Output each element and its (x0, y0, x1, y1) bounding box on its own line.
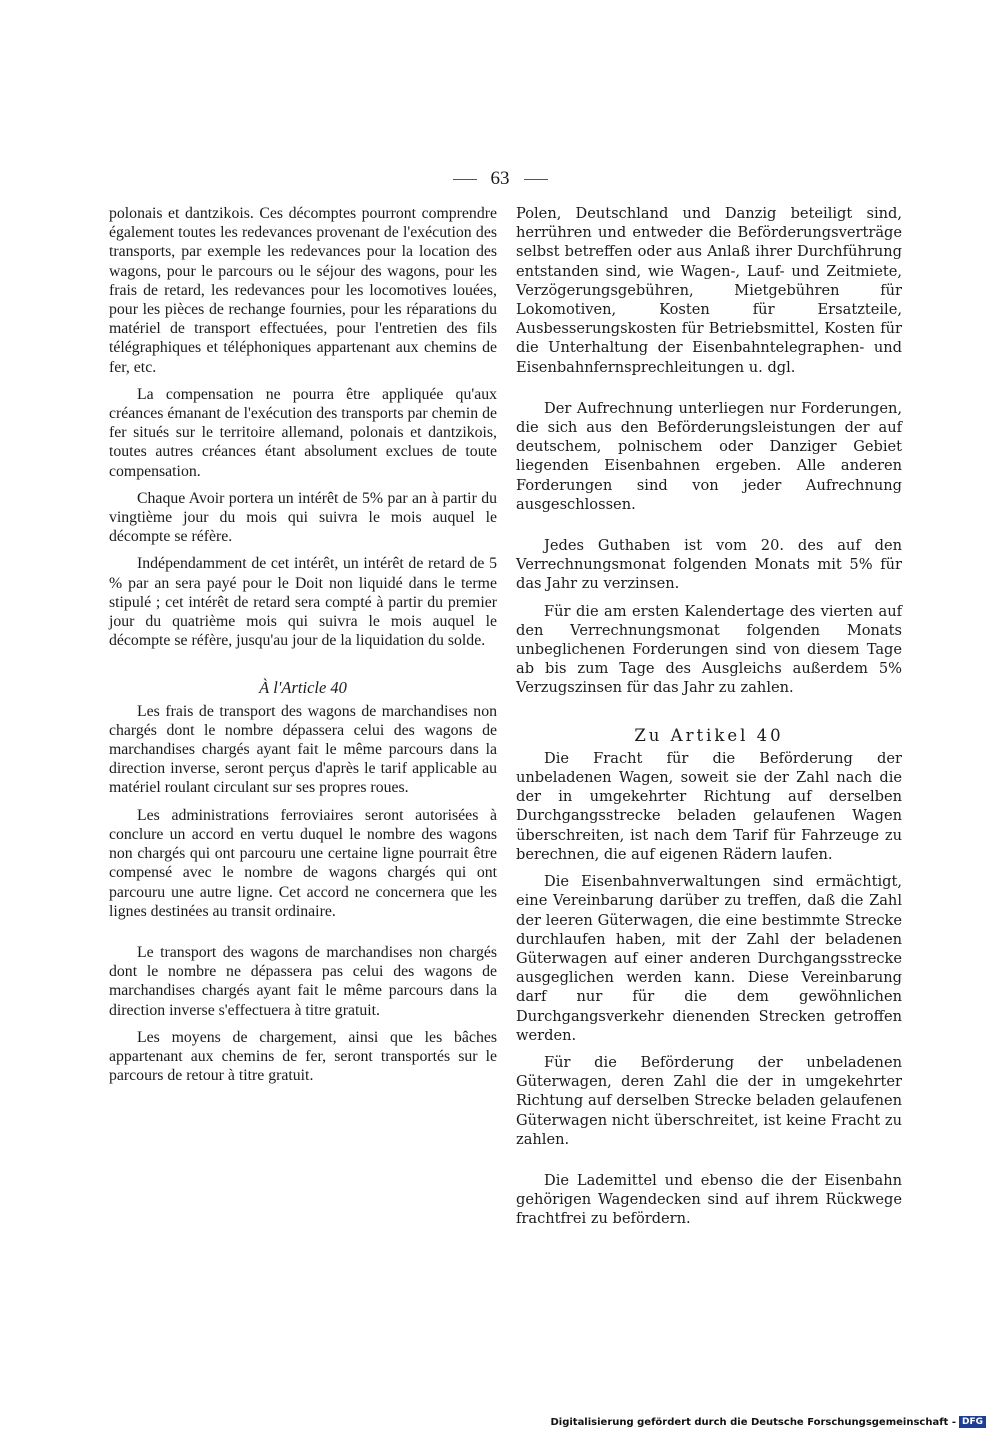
de-paragraph-4: Für die am ersten Kalendertage des vierten auf den Verrechnungsmonat folgenden Monats unbeglichenen Forderungen sind von diesem Tage ab bis zum Tage des Ausgleichs außerdem 5% Verzugszinsen für das Jahr zu zahlen. (516, 602, 902, 697)
fr-article-paragraph-4: Les moyens de chargement, ainsi que les bâches appartenant aux chemins de fer, seront transportés sur le parcours de retour à titre gratuit. (109, 1028, 497, 1085)
dash-left (453, 179, 477, 180)
french-column (109, 204, 497, 1085)
de-article-heading: Zu Artikel 40 (634, 725, 784, 745)
de-paragraph-1: Polen, Deutschland und Danzig beteiligt sind, herrühren und entweder die Beförderungsverträge selbst betreffen oder aus Anlaß ihrer Durchführung entstanden sind, wie Wagen-, Lauf- und Zeitmiete, Verzögerungsgebühren, Mietgebühren für Lokomotiven, Kosten für Ersatzteile, Ausbesserungskosten für Betriebsmittel, Kosten für die Unterhaltung der Eisenbahntelegraphen- und Eisenbahnfernsprechleitungen u. dgl. (516, 205, 902, 376)
fr-article-paragraph-2: Les administrations ferroviaires seront autorisées à conclure un accord en vertu duquel le nombre des wagons non chargés qui ont parcouru une certaine ligne pourrait être compensé avec le nombre de wagons chargés qui ont parcouru une autre ligne. Cet accord ne concernera que les lignes destinées au transit ordinaire. (109, 806, 497, 920)
de-article-paragraph-3: Für die Beförderung der unbeladenen Güterwagen, deren Zahl die der in umgekehrter Richtung auf derselben Strecke beladen gelaufenen Güterwagen nicht überschreitet, ist keine Fracht zu zahlen. (516, 1053, 902, 1148)
dfg-logo: DFG (959, 1416, 986, 1428)
de-paragraph-3: Jedes Guthaben ist vom 20. des auf den Verrechnungsmonat folgenden Monats mit 5% für das Jahr zu verzinsen. (516, 537, 902, 593)
de-article-paragraph-2: Die Eisenbahnverwaltungen sind ermächtigt, eine Vereinbarung darüber zu treffen, daß die Zahl der leeren Güterwagen, die eine bestimmte Strecke durchlaufen haben, mit der Zahl der beladenen Güterwagen auf einer anderen Durchgangsstrecke ausgeglichen werden kann. Diese Vereinbarung darf nur für die dem gewöhnlichen Durchgangsverkehr dienenden Strecken getroffen werden. (516, 873, 902, 1044)
footer-text: Digitalisierung gefördert durch die Deutsche Forschungsgemeinschaft - (550, 1416, 956, 1428)
page-number-text: 63 (490, 168, 510, 189)
de-paragraph-2: Der Aufrechnung unterliegen nur Forderungen, die sich aus den Beförderungsleistungen der auf deutschem, polnischem oder Danziger Gebiet liegenden Eisenbahnen ergeben. Alle anderen Forderungen sind von jeder Aufrechnung ausgeschlossen. (516, 399, 902, 513)
page-number (0, 168, 1000, 190)
dash-right (524, 179, 548, 180)
fr-paragraph-4: Indépendamment de cet intérêt, un intérêt de retard de 5 % par an sera payé pour le Doit non liquidé dans le terme stipulé ; cet intérêt de retard sera compté à partir du premier jour du quatrième mois qui suivra le mois auquel le décompte se réfère, jusqu'au jour de la liquidation du solde. (109, 555, 497, 650)
fr-article-heading: À l'Article 40 (259, 678, 347, 698)
fr-article-paragraph-3: Le transport des wagons de marchandises non chargés dont le nombre ne dépassera pas celui des wagons de marchandises chargés ayant fait le même parcours dans la direction inverse s'effectuera à titre gratuit. (109, 943, 497, 1019)
de-article-paragraph-1: Die Fracht für die Beförderung der unbeladenen Wagen, soweit sie der Zahl nach die der in umgekehrter Richtung auf derselben Durchgangsstrecke beladen gelaufenen Wagen überschreiten, ist nach dem Tarif für Fahrzeuge zu berechnen, die auf eigenen Rädern laufen. (516, 749, 902, 863)
german-column (516, 204, 902, 1229)
fr-paragraph-1: polonais et dantzikois. Ces décomptes pourront comprendre également toutes les redevances provenant de l'exécution des transports, par exemple les redevances pour la location des wagons, pour le parcours ou le séjour des wagons, pour les frais de retard, les redevances pour les locomotives louées, pour les pièces de rechange fournies, pour les réparations du matériel de transport effectuées, pour l'entretien des fils télégraphiques et téléphoniques appartenant aux chemins de fer, etc. (109, 205, 497, 376)
fr-paragraph-2: La compensation ne pourra être appliquée qu'aux créances émanant de l'exécution des transports par chemin de fer situés sur le territoire allemand, polonais et dantzikois, toutes autres créances étant absolument exclues de toute compensation. (109, 385, 497, 480)
de-article-paragraph-4: Die Lademittel und ebenso die der Eisenbahn gehörigen Wagendecken sind auf ihrem Rückwege frachtfrei zu befördern. (516, 1171, 902, 1228)
digitization-footer (550, 1416, 986, 1428)
fr-paragraph-3: Chaque Avoir portera un intérêt de 5% par an à partir du vingtième jour du mois qui suivra le mois auquel le décompte se réfère. (109, 489, 497, 546)
fr-article-paragraph-1: Les frais de transport des wagons de marchandises non chargés dont le nombre dépassera celui des wagons de marchandises chargés ayant fait le même parcours dans la direction inverse, seront perçus d'après le tarif applicable au matériel roulant circulant sur ses propres roues. (109, 702, 497, 797)
